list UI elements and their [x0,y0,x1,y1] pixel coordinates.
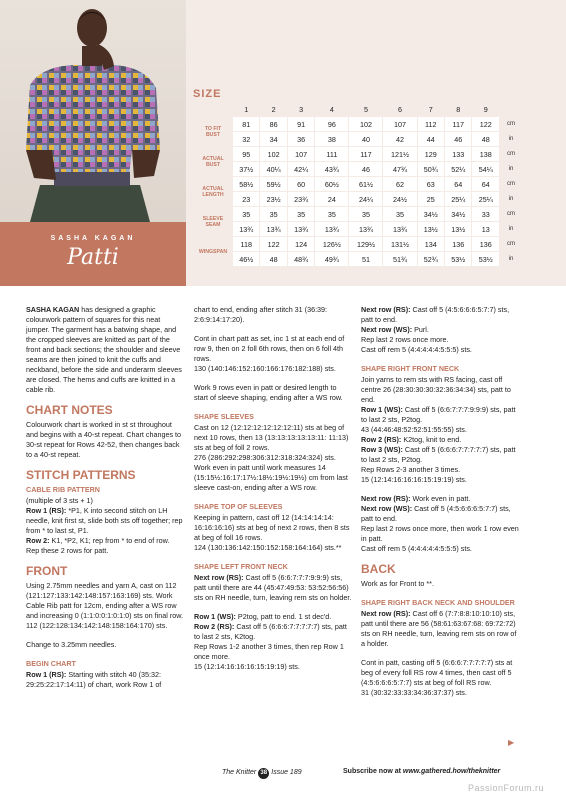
size-header-cell: 3 [288,102,314,116]
front-text-3: Change to 3.25mm needles. [26,640,117,649]
right-neck-count-1: 43 (44:46:48:52:52:51:55:55) sts. [361,425,467,434]
size-table [193,101,523,267]
size-value-cell: 64 [472,177,499,191]
right-neck-next-rs: Next row (RS): Work even in patt. [361,494,471,503]
size-value-cell: 13¾ [233,222,259,236]
size-row-label: ACTUAL BUST [194,147,232,176]
size-header-cell: 7 [418,102,444,116]
neck-next-row-ws: Next row (WS): Purl. [361,325,429,334]
size-value-cell: 40¼ [260,162,286,176]
size-unit-cell: in [500,132,522,146]
size-value-cell: 48 [260,252,286,266]
size-value-cell: 44 [418,132,444,146]
size-value-cell: 126½ [315,237,348,251]
right-neck-repeat-2: Rep last 2 rows once more, then work 1 row even in patt. [361,524,519,543]
size-unit-cell: cm [500,207,522,221]
chart-continue-text: chart to end, ending after stitch 31 (36:39: 2:6:9:14:17:20). [194,305,328,324]
top-sleeves-heading: SHAPE TOP OF SLEEVES [194,502,283,511]
top-sleeves-count: 124 (130:136:142:150:152:158:164:164) sts.** [194,543,342,552]
cable-rib-heading: CABLE RIB PATTERN [26,485,100,494]
size-value-cell: 40 [349,132,382,146]
size-row [194,162,522,176]
size-value-cell: 32 [233,132,259,146]
size-value-cell: 48¾ [288,252,314,266]
size-value-cell: 38 [315,132,348,146]
size-row-label: SLEEVE SEAM [194,207,232,236]
size-value-cell: 13½ [418,222,444,236]
size-value-cell: 47¾ [383,162,416,176]
begin-chart-heading: BEGIN CHART [26,659,76,668]
right-back-next-row: Next row (RS): Cast off 6 (7:7:8:8:10:10:10) sts, patt until there are 56 (58:61:63:67:68: 69:72:72) sts on RH needle, turn, leaving rem sts on row of a holder. [361,609,517,648]
left-neck-row-2: Row 2 (RS): Cast off 5 (6:6:6:7:7:7:7:7) sts, patt to last 2 sts, K2tog. [194,622,347,641]
size-value-cell: 124 [288,237,314,251]
model-photo [0,0,186,222]
size-value-cell: 117 [445,117,471,131]
back-text: Work as for Front to **. [361,579,434,588]
subscribe-link[interactable]: www.gathered.how/theknitter [402,768,501,775]
size-value-cell: 13¾ [288,222,314,236]
column-2 [194,305,352,672]
size-value-cell: 53½ [445,252,471,266]
size-value-cell: 131½ [383,237,416,251]
size-value-cell: 13 [472,222,499,236]
size-header-cell: 4 [315,102,348,116]
size-value-cell: 54¼ [472,162,499,176]
size-value-cell: 60½ [315,177,348,191]
size-value-cell: 107 [383,117,416,131]
size-value-cell: 86 [260,117,286,131]
size-value-cell: 13½ [445,222,471,236]
size-value-cell: 46½ [233,252,259,266]
cable-row-1: Row 1 (RS): *P1, K into second stitch on LH needle, knit first st, slide both sts off together; rep from * to last st, P1. [26,506,183,535]
size-value-cell: 23½ [260,192,286,206]
size-value-cell: 129½ [349,237,382,251]
size-heading: SIZE [193,88,222,100]
size-unit-cell: cm [500,147,522,161]
cable-row-2: Row 2: K1, *P2, K1; rep from * to end of row. Rep these 2 rows for patt. [26,536,170,555]
size-value-cell: 25¼ [445,192,471,206]
column-3 [361,305,521,698]
right-neck-row-3: Row 3 (WS): Cast off 5 (6:6:6:7:7:7:7:7) sts, patt to last 2 sts, P2tog. [361,445,516,464]
front-text-1: Using 2.75mm needles and yarn A, cast on 112 (121:127:133:142:148:157:163:169) sts. Work Cable Rib patt for 12cm, ending after a WS row and increasing 0 (1:1:0:0:1:0:1:0) sts on final row. [26,581,184,620]
size-row [194,192,522,206]
size-value-cell: 49¾ [315,252,348,266]
size-header-cell: 2 [260,102,286,116]
size-value-cell: 24½ [383,192,416,206]
size-value-cell: 23 [233,192,259,206]
shape-sleeves-heading: SHAPE SLEEVES [194,412,254,421]
right-neck-join: Join yarns to rem sts with RS facing, cast off centre 26 (28:30:30:30:32:36:34:34) sts, patt to end. [361,375,511,404]
top-sleeves-text: Keeping in pattern, cast off 12 (14:14:14:14: 16:16:16:16) sts at beg of next 2 rows, then 8 sts at beg of foll 16 rows. [194,513,350,542]
size-unit-cell: in [500,252,522,266]
size-value-cell: 23¾ [288,192,314,206]
size-unit-cell: cm [500,117,522,131]
size-header-cell: 8 [445,102,471,116]
column-1 [26,305,184,690]
left-neck-next-row: Next row (RS): Cast off 5 (6:6:7:7:7:9:9:9) sts, patt until there are 44 (45:47:49:53: 53:52:56:56) sts on RH needle, turn, leaving rem sts on holder. [194,573,352,602]
size-row-label: TO FIT BUST [194,117,232,146]
size-value-cell: 60 [288,177,314,191]
stitch-patterns-heading: STITCH PATTERNS [26,468,136,482]
sleeves-cast-on-text: Cast on 12 (12:12:12:12:12:12:11) sts at beg of next 10 rows, then 13 (13:13:13:13:13:11: 11:13) sts at beg of foll 2 rows. [194,423,349,452]
intro-designer: SASHA KAGAN [26,305,80,314]
size-row [194,252,522,266]
neck-cast-off: Cast off rem 5 (4:4:4:4:4:5:5:5) sts. [361,345,472,354]
sleeves-stitch-count: 276 (286:292:298:306:312:318:324:324) sts. [194,453,336,462]
size-value-cell: 13¾ [383,222,416,236]
page-number: 38 [258,768,269,779]
neck-repeat: Rep last 2 rows once more. [361,335,449,344]
size-header-cell: 5 [349,102,382,116]
size-value-cell: 51¾ [383,252,416,266]
size-row [194,132,522,146]
size-value-cell: 46 [445,132,471,146]
size-value-cell: 107 [288,147,314,161]
size-value-cell: 133 [445,147,471,161]
size-header-cell: 9 [472,102,499,116]
size-value-cell: 42¼ [288,162,314,176]
size-unit-cell: in [500,192,522,206]
designer-name: SASHA KAGAN [50,235,136,242]
size-value-cell: 34½ [445,207,471,221]
size-value-cell: 43¾ [315,162,348,176]
size-value-cell: 58½ [233,177,259,191]
size-value-cell: 117 [349,147,382,161]
left-front-neck-heading: SHAPE LEFT FRONT NECK [194,562,288,571]
neck-next-row-rs: Next row (RS): Cast off 5 (4:5:6:6:6:5:7:7) sts, patt to end. [361,305,510,324]
back-heading: BACK [361,562,396,576]
size-row [194,237,522,251]
size-value-cell: 36 [288,132,314,146]
size-value-cell: 138 [472,147,499,161]
size-value-cell: 42 [383,132,416,146]
size-value-cell: 37½ [233,162,259,176]
size-value-cell: 81 [233,117,259,131]
right-neck-next-ws: Next row (WS): Cast off 5 (4:5:6:6:6:5:7:7) sts, patt to end. [361,504,511,523]
size-value-cell: 35 [383,207,416,221]
chart-notes-text: Colourwork chart is worked in st st throughout and begins with a 40-st repeat. Chart changes to 30-st repeat for Rows 42-52, then changes back to a 40-st repeat. [26,420,182,459]
size-value-cell: 34 [260,132,286,146]
size-value-cell: 95 [233,147,259,161]
front-heading: FRONT [26,564,68,578]
header-panel [0,0,566,286]
left-neck-repeat: Rep Rows 1-2 another 3 times, then rep Row 1 once more. [194,642,344,661]
front-text-2: 112 (122:128:134:142:148:158:164:170) sts. [26,621,168,630]
size-value-cell: 35 [349,207,382,221]
size-value-cell: 53½ [472,252,499,266]
cable-multiple: (multiple of 3 sts + 1) [26,496,93,505]
watermark: PassionForum.ru [468,783,545,793]
pattern-title-box [0,222,186,286]
size-value-cell: 122 [260,237,286,251]
continue-arrow-icon: ▶ [508,738,515,747]
size-value-cell: 63 [418,177,444,191]
page-info: The Knitter 38 Issue 189 [222,768,302,779]
subscribe-text: Subscribe now at www.gathered.how/theknitter [343,768,501,775]
size-unit-cell: in [500,222,522,236]
pattern-title: Patti [67,245,119,270]
size-row [194,147,522,161]
size-row [194,117,522,131]
size-header-cell: 1 [233,102,259,116]
intro-paragraph: SASHA KAGAN has designed a graphic colourwork pattern of squares for this neat jumper. The garment has a batwing shape, and the cropped sleeves are knitted as part of the front and back sections; the shoulder and sleeve seams are then joined to knit the cuffs and neckband, before the side and underarm sleeves are closed. The hems and cuffs are knitted in a cable rib. [26,305,182,394]
begin-chart-row-1: Row 1 (RS): Starting with stitch 40 (35:32: 29:25:22:17:14:11) of chart, work Row 1 of [26,670,162,689]
work-even-text: Work 9 rows even in patt or desired length to start of sleeve shaping, ending after a WS row. [194,383,343,402]
model-illustration [0,0,186,222]
right-front-neck-heading: SHAPE RIGHT FRONT NECK [361,364,460,373]
size-row-label: WINGSPAN [194,237,232,266]
size-value-cell: 102 [349,117,382,131]
size-value-cell: 59½ [260,177,286,191]
right-back-cont: Cont in patt, casting off 5 (6:6:6:7:7:7:7:7) sts at beg of every foll RS row 4 times, then cast off 5 (4:5:6:6:6:5:7:7) sts at beg of foll RS row. [361,658,513,687]
size-value-cell: 48 [472,132,499,146]
size-value-cell: 35 [315,207,348,221]
size-value-cell: 51 [349,252,382,266]
right-neck-row-1: Row 1 (WS): Cast off 5 (6:6:7:7:7:9:9:9) sts, patt to last 2 sts, P2tog. [361,405,516,424]
chart-stitch-count: 130 (140:146:152:160:166:176:182:188) sts. [194,364,336,373]
right-neck-cast-off: Cast off rem 5 (4:4:4:4:4:5:5:5) sts. [361,544,472,553]
sleeves-measure-text: Work even in patt until work measures 14 (15:15½:16:17:17½:18½:19½:19½) cm from last sleeve cast-on, ending after a WS row. [194,463,348,492]
size-value-cell: 24 [315,192,348,206]
size-row [194,207,522,221]
size-corner-end [500,102,522,116]
size-value-cell: 129 [418,147,444,161]
left-neck-count: 15 (12:14:16:16:16:15:19:19) sts. [194,662,300,671]
right-back-count: 31 (30:32:33:33:34:36:37:37) sts. [361,688,467,697]
size-value-cell: 136 [472,237,499,251]
size-unit-cell: cm [500,237,522,251]
size-value-cell: 13¾ [260,222,286,236]
size-value-cell: 134 [418,237,444,251]
size-header-row [194,102,522,116]
size-value-cell: 34½ [418,207,444,221]
size-unit-cell: cm [500,177,522,191]
size-value-cell: 112 [418,117,444,131]
size-value-cell: 35 [260,207,286,221]
size-row [194,222,522,236]
size-value-cell: 52¾ [418,252,444,266]
size-corner [194,102,232,116]
size-value-cell: 136 [445,237,471,251]
size-value-cell: 35 [233,207,259,221]
right-neck-count-2: 15 (12:14:16:16:16:15:19:19) sts. [361,475,467,484]
size-value-cell: 62 [383,177,416,191]
size-unit-cell: in [500,162,522,176]
size-value-cell: 118 [233,237,259,251]
size-value-cell: 13¾ [315,222,348,236]
chart-increase-text: Cont in chart patt as set, inc 1 st at each end of row 9, then on 2 foll 6th rows, then on 6 foll 4th rows. [194,334,345,363]
size-value-cell: 102 [260,147,286,161]
right-back-neck-heading: SHAPE RIGHT BACK NECK AND SHOULDER [361,598,515,607]
chart-notes-heading: CHART NOTES [26,403,113,417]
size-value-cell: 33 [472,207,499,221]
size-value-cell: 61½ [349,177,382,191]
size-value-cell: 25¼ [472,192,499,206]
size-value-cell: 111 [315,147,348,161]
size-value-cell: 52¼ [445,162,471,176]
size-value-cell: 35 [288,207,314,221]
size-value-cell: 96 [315,117,348,131]
size-value-cell: 46 [349,162,382,176]
size-header-cell: 6 [383,102,416,116]
left-neck-row-1: Row 1 (WS): P2tog, patt to end. 1 st dec'd. [194,612,332,621]
size-row-label: ACTUAL LENGTH [194,177,232,206]
size-value-cell: 121½ [383,147,416,161]
size-row [194,177,522,191]
size-value-cell: 13¾ [349,222,382,236]
size-value-cell: 64 [445,177,471,191]
size-value-cell: 25 [418,192,444,206]
right-neck-repeat: Rep Rows 2-3 another 3 times. [361,465,461,474]
size-value-cell: 91 [288,117,314,131]
size-value-cell: 50¾ [418,162,444,176]
right-neck-row-2: Row 2 (RS): K2tog, knit to end. [361,435,462,444]
size-value-cell: 24¼ [349,192,382,206]
size-value-cell: 122 [472,117,499,131]
